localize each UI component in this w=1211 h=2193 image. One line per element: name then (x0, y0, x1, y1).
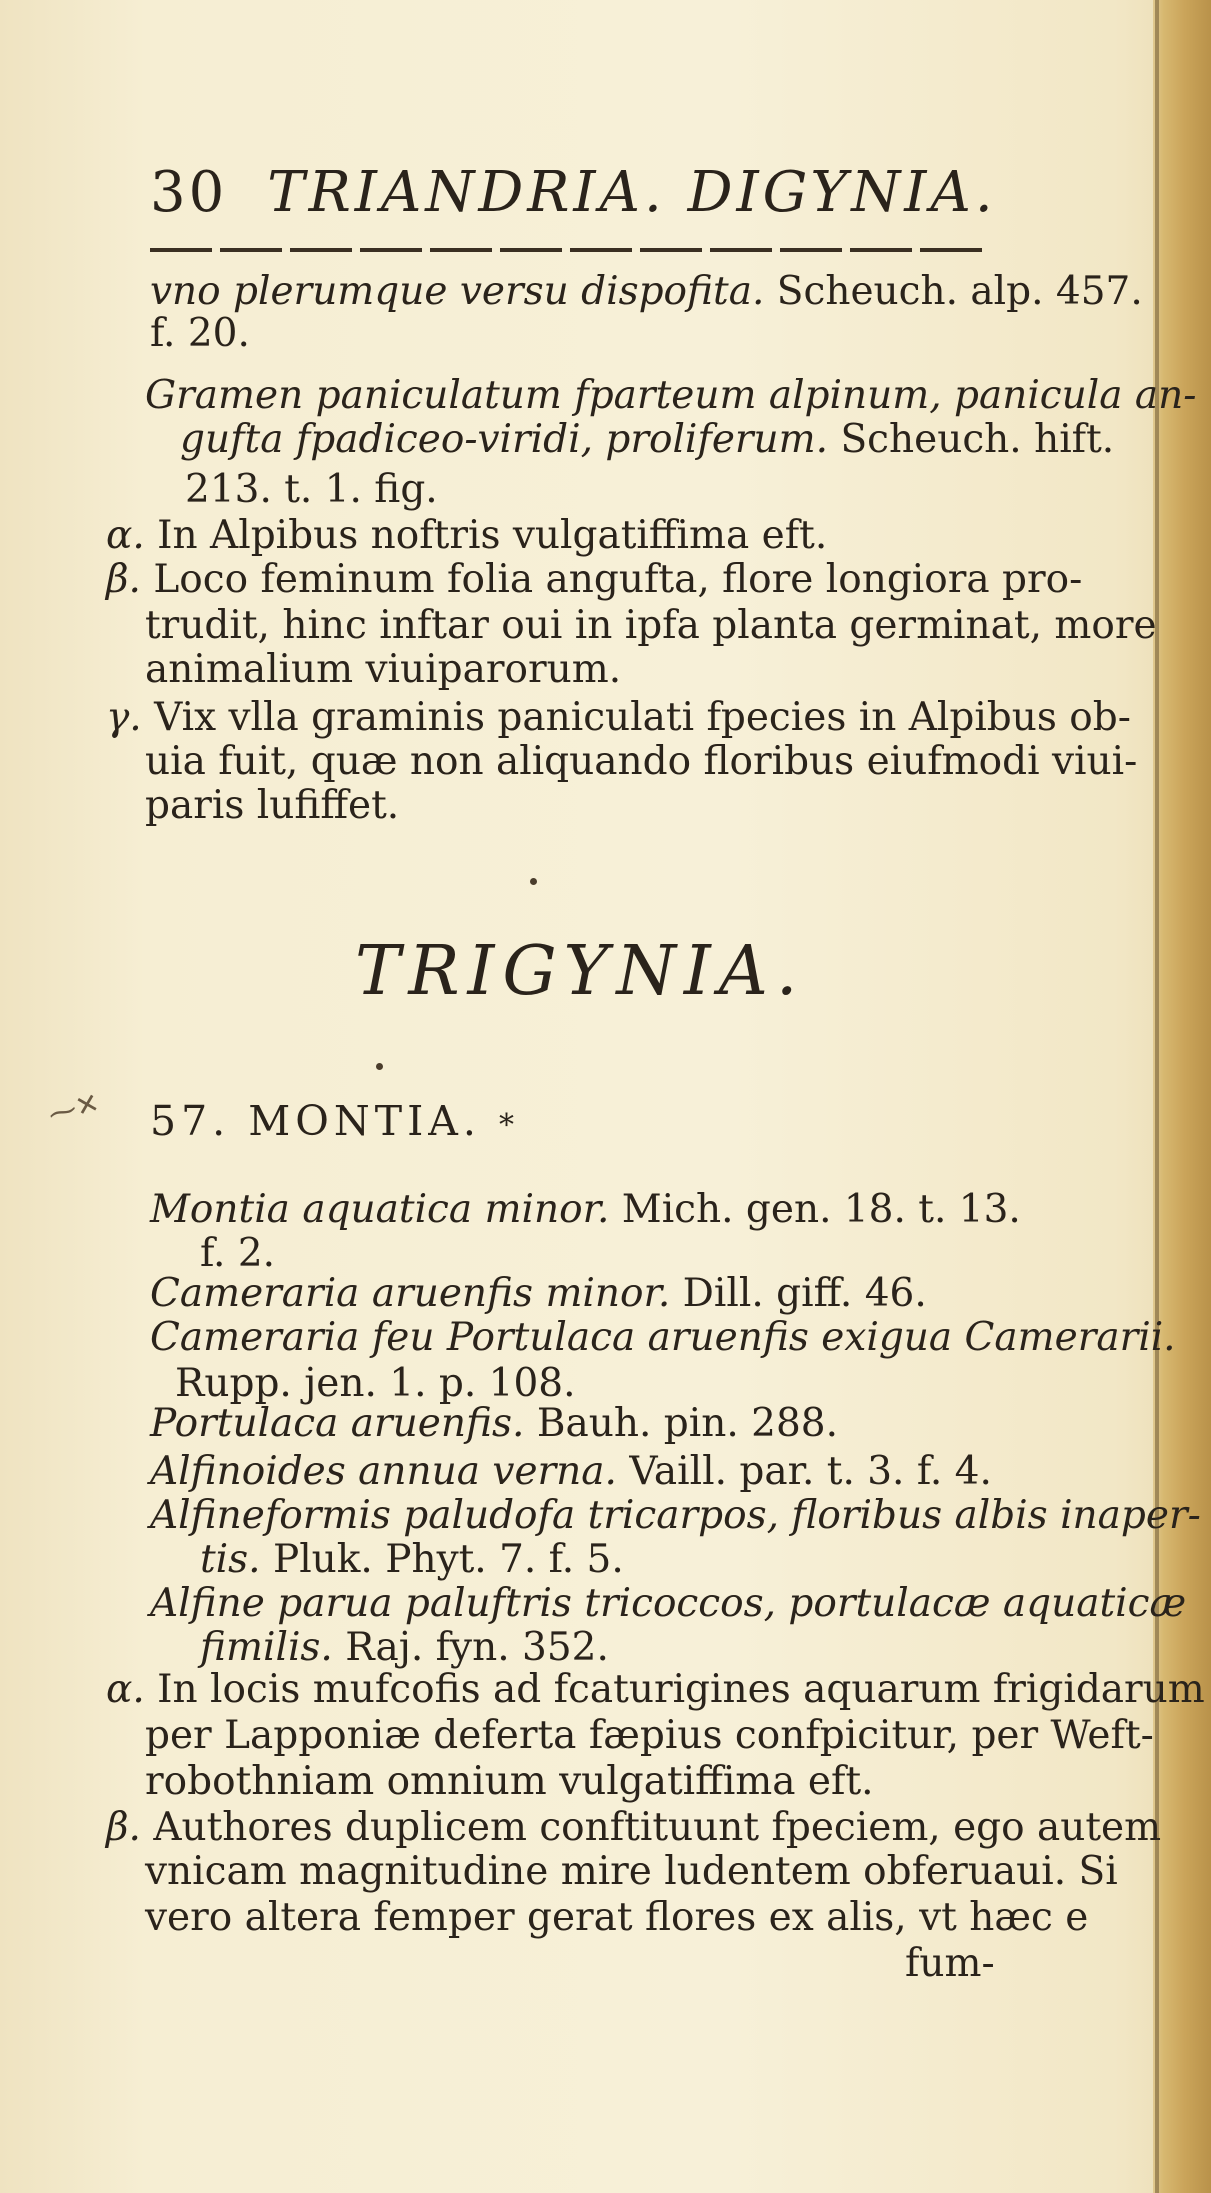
roman-text: fum- (905, 1941, 995, 1986)
text-line (150, 1493, 1201, 1538)
header-rule (150, 248, 990, 252)
roman-text: Dill. giff. 46. (670, 1271, 927, 1316)
text-line (145, 603, 1157, 648)
roman-text: trudit, hinc inftar oui in ipfa planta germinat, more (145, 603, 1157, 648)
roman-text: In Alpibus noftris vulgatiffima eft. (144, 513, 828, 558)
roman-text: robothniam omnium vulgatiffima eft. (145, 1759, 874, 1804)
roman-text: Rupp. jen. 1. p. 108. (175, 1361, 576, 1406)
paragraph-marker: β. (106, 1805, 141, 1850)
roman-text: Mich. gen. 18. t. 13. (609, 1187, 1021, 1232)
ink-dot (376, 1063, 383, 1070)
genus-heading (150, 1097, 519, 1145)
text-line (175, 1361, 576, 1406)
roman-text: In locis mufcofis ad fcaturigines aquarum frigidarum (144, 1667, 1205, 1712)
text-line (150, 1581, 1187, 1626)
italic-text: Alfineformis paludofa tricarpos, floribus albis inaper- (150, 1493, 1201, 1538)
italic-text: Montia aquatica minor. (150, 1187, 610, 1232)
roman-text: f. 20. (150, 311, 250, 356)
ink-dot (530, 878, 537, 885)
text-line (150, 1187, 1021, 1232)
roman-text: f. 2. (200, 1231, 276, 1276)
paragraph-marker: γ. (106, 695, 142, 740)
roman-text: 213. t. 1. fig. (185, 467, 438, 512)
italic-text: Alfinoides annua verna. (150, 1449, 617, 1494)
italic-text: Gramen paniculatum fparteum alpinum, panicula an- (145, 373, 1197, 418)
text-line (150, 1315, 1176, 1360)
italic-text: Alfine parua paluftris tricoccos, portulacæ aquaticæ (150, 1581, 1187, 1626)
italic-text: Cameraria aruenfis minor. (150, 1271, 671, 1316)
text-line (106, 695, 1131, 740)
text-line (106, 557, 1083, 602)
page-edge (1153, 0, 1211, 2193)
roman-text: Bauh. pin. 288. (524, 1401, 838, 1446)
text-line (150, 269, 1143, 314)
roman-text: paris lufiffet. (145, 783, 400, 828)
italic-text: Cameraria feu Portulaca aruenfis exigua Camerarii. (150, 1315, 1176, 1360)
margin-annotation-mark: ⁓✕ (44, 1085, 103, 1132)
text-line (905, 1941, 995, 1986)
italic-text: Portulaca aruenfis. (150, 1401, 525, 1446)
roman-text: animalium viuiparorum. (145, 647, 622, 692)
roman-text: Vix vlla graminis paniculati fpecies in Alpibus ob- (141, 695, 1131, 740)
paragraph-marker: α. (106, 1667, 145, 1712)
section-heading: TRIGYNIA. (355, 932, 806, 1011)
page-header (150, 160, 997, 225)
text-line (145, 647, 622, 692)
text-line (106, 513, 828, 558)
roman-text: vero altera femper gerat flores ex alis, vt hæc e (145, 1895, 1089, 1940)
text-line (200, 1231, 276, 1276)
genus-number: 57. (150, 1097, 231, 1145)
roman-text: Raj. fyn. 352. (332, 1625, 609, 1670)
text-line (200, 1537, 624, 1582)
text-line (145, 1895, 1089, 1940)
italic-text: gufta fpadiceo-viridi, proliferum. (180, 417, 829, 462)
roman-text: Vaill. par. t. 3. f. 4. (616, 1449, 992, 1494)
roman-text: vnicam magnitudine mire ludentem obferuaui. Si (145, 1849, 1118, 1894)
text-line (150, 1449, 992, 1494)
italic-text: fimilis. (200, 1625, 333, 1670)
text-line (145, 373, 1197, 418)
roman-text: Loco feminum folia angufta, flore longiora pro- (140, 557, 1083, 602)
text-line (106, 1667, 1205, 1712)
paragraph-marker: β. (106, 557, 141, 602)
page-number: 30 (150, 160, 228, 225)
roman-text: Authores duplicem conftituunt fpeciem, ego autem (140, 1805, 1162, 1850)
text-line (145, 783, 400, 828)
text-line (145, 1713, 1154, 1758)
text-line (150, 1401, 838, 1446)
paragraph-marker: α. (106, 513, 145, 558)
text-line (145, 739, 1138, 784)
text-line (145, 1759, 874, 1804)
text-line (150, 311, 250, 356)
text-line (145, 1849, 1118, 1894)
text-line (150, 1271, 927, 1316)
italic-text: vno plerumque versu dispofita. (150, 269, 765, 314)
roman-text: Pluk. Phyt. 7. f. 5. (260, 1537, 624, 1582)
text-line (106, 1805, 1162, 1850)
page-edge-line (1155, 0, 1159, 2193)
text-line (180, 417, 1115, 462)
roman-text: Scheuch. alp. 457. (764, 269, 1143, 314)
roman-text: uia fuit, quæ non aliquando floribus eiufmodi viui- (145, 739, 1138, 784)
genus-asterisk: * (498, 1108, 519, 1143)
genus-name: MONTIA. (248, 1097, 481, 1145)
text-line (185, 467, 438, 512)
roman-text: per Lapponiæ deferta fæpius confpicitur, per Weft- (145, 1713, 1154, 1758)
running-title: TRIANDRIA. DIGYNIA. (267, 160, 997, 225)
text-line (200, 1625, 609, 1670)
roman-text: Scheuch. hift. (828, 417, 1115, 462)
italic-text: tis. (200, 1537, 261, 1582)
